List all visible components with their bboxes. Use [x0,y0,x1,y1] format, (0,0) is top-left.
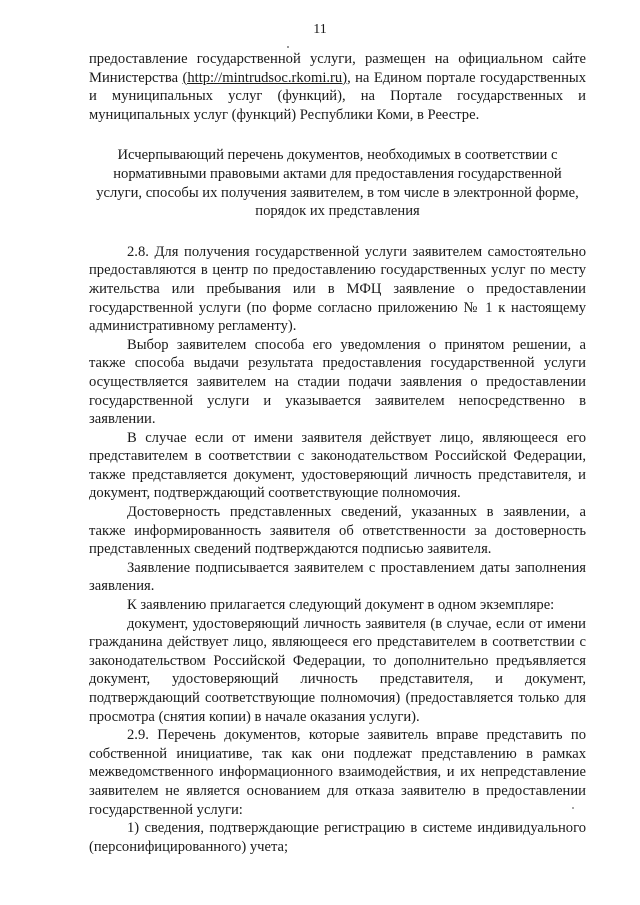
document-body [89,50,586,856]
list-item-1: 1) сведения, подтверждающие регистрацию в системе индивидуального (персонифицированного) учета; [89,820,586,855]
paragraph-representative: В случае если от имени заявителя действует лицо, являющееся его представителем в соответствии с законодательством Российской Федерации, также представляется документ, удостоверяющий личность представителя, и документ, подтверждающий соответствующие полномочия. [89,429,586,502]
page-number: 11 [313,22,327,37]
intro-text-before-link: предоставление государственной услуги, размещен на официальном сайте Министерства [89,51,586,86]
section-heading: Исчерпывающий перечень документов, необходимых в соответствии с нормативными правовыми актами для предоставления государственной услуги, способы их получения заявителем, в том числе в электронной форме, порядок их представления [96,147,579,220]
paragraph-identity-document: документ, удостоверяющий личность заявителя (в случае, если от имени гражданина действует лицо, являющееся его представителем в соответствии с законодательством Российской Федерации, то дополнительно предъявляется документ, удостоверяющий личность представителя, и документ, подтверждающий соответствующие полномочия) (предоставляется только для просмотра (снятия копии) в начале оказания услуги). [89,615,586,725]
paragraph-notification-choice: Выбор заявителем способа его уведомления о принятом решении, а также способа выдачи результата предоставления государственной услуги осуществляется заявителем на стадии подачи заявления о предоставлении государственной услуги и указывается заявителем непосредственно в заявлении. [89,336,586,428]
intro-text-after-link: , на Едином портале государственных и муниципальных услуг (функций), на Портале государственных и муниципальных услуг (функций) Республики Коми, в Реестре. [89,69,586,123]
paragraph-attachment-intro: К заявлению прилагается следующий документ в одном экземпляре: [127,597,555,614]
intro-paragraph [89,50,586,124]
paragraph-2-8: 2.8. Для получения государственной услуги заявителем самостоятельно предоставляются в центр по предоставлению государственных услуг по месту жительства или пребывания или в МФЦ заявление о предоставлении государственной услуги (по форме согласно приложению № 1 к настоящему административному регламенту). [89,243,586,335]
ministry-website-link[interactable]: (http://mintrudsoc.rkomi.ru) [182,69,348,86]
paragraph-2-9: 2.9. Перечень документов, которые заявитель вправе представить по собственной инициативе, так как они подлежат представлению в рамках межведомственного информационного взаимодействия, и их непредставление заявителем не является основанием для отказа заявителю в предоставлении государственной услуги: [89,727,586,818]
paragraph-signature: Заявление подписывается заявителем с проставлением даты заполнения заявления. [89,559,586,595]
paragraph-reliability: Достоверность представленных сведений, указанных в заявлении, а также информированность заявителя об ответственности за достоверность представленных сведений подтверждаются подписью заявителя. [89,504,586,558]
scan-speck [287,46,289,48]
